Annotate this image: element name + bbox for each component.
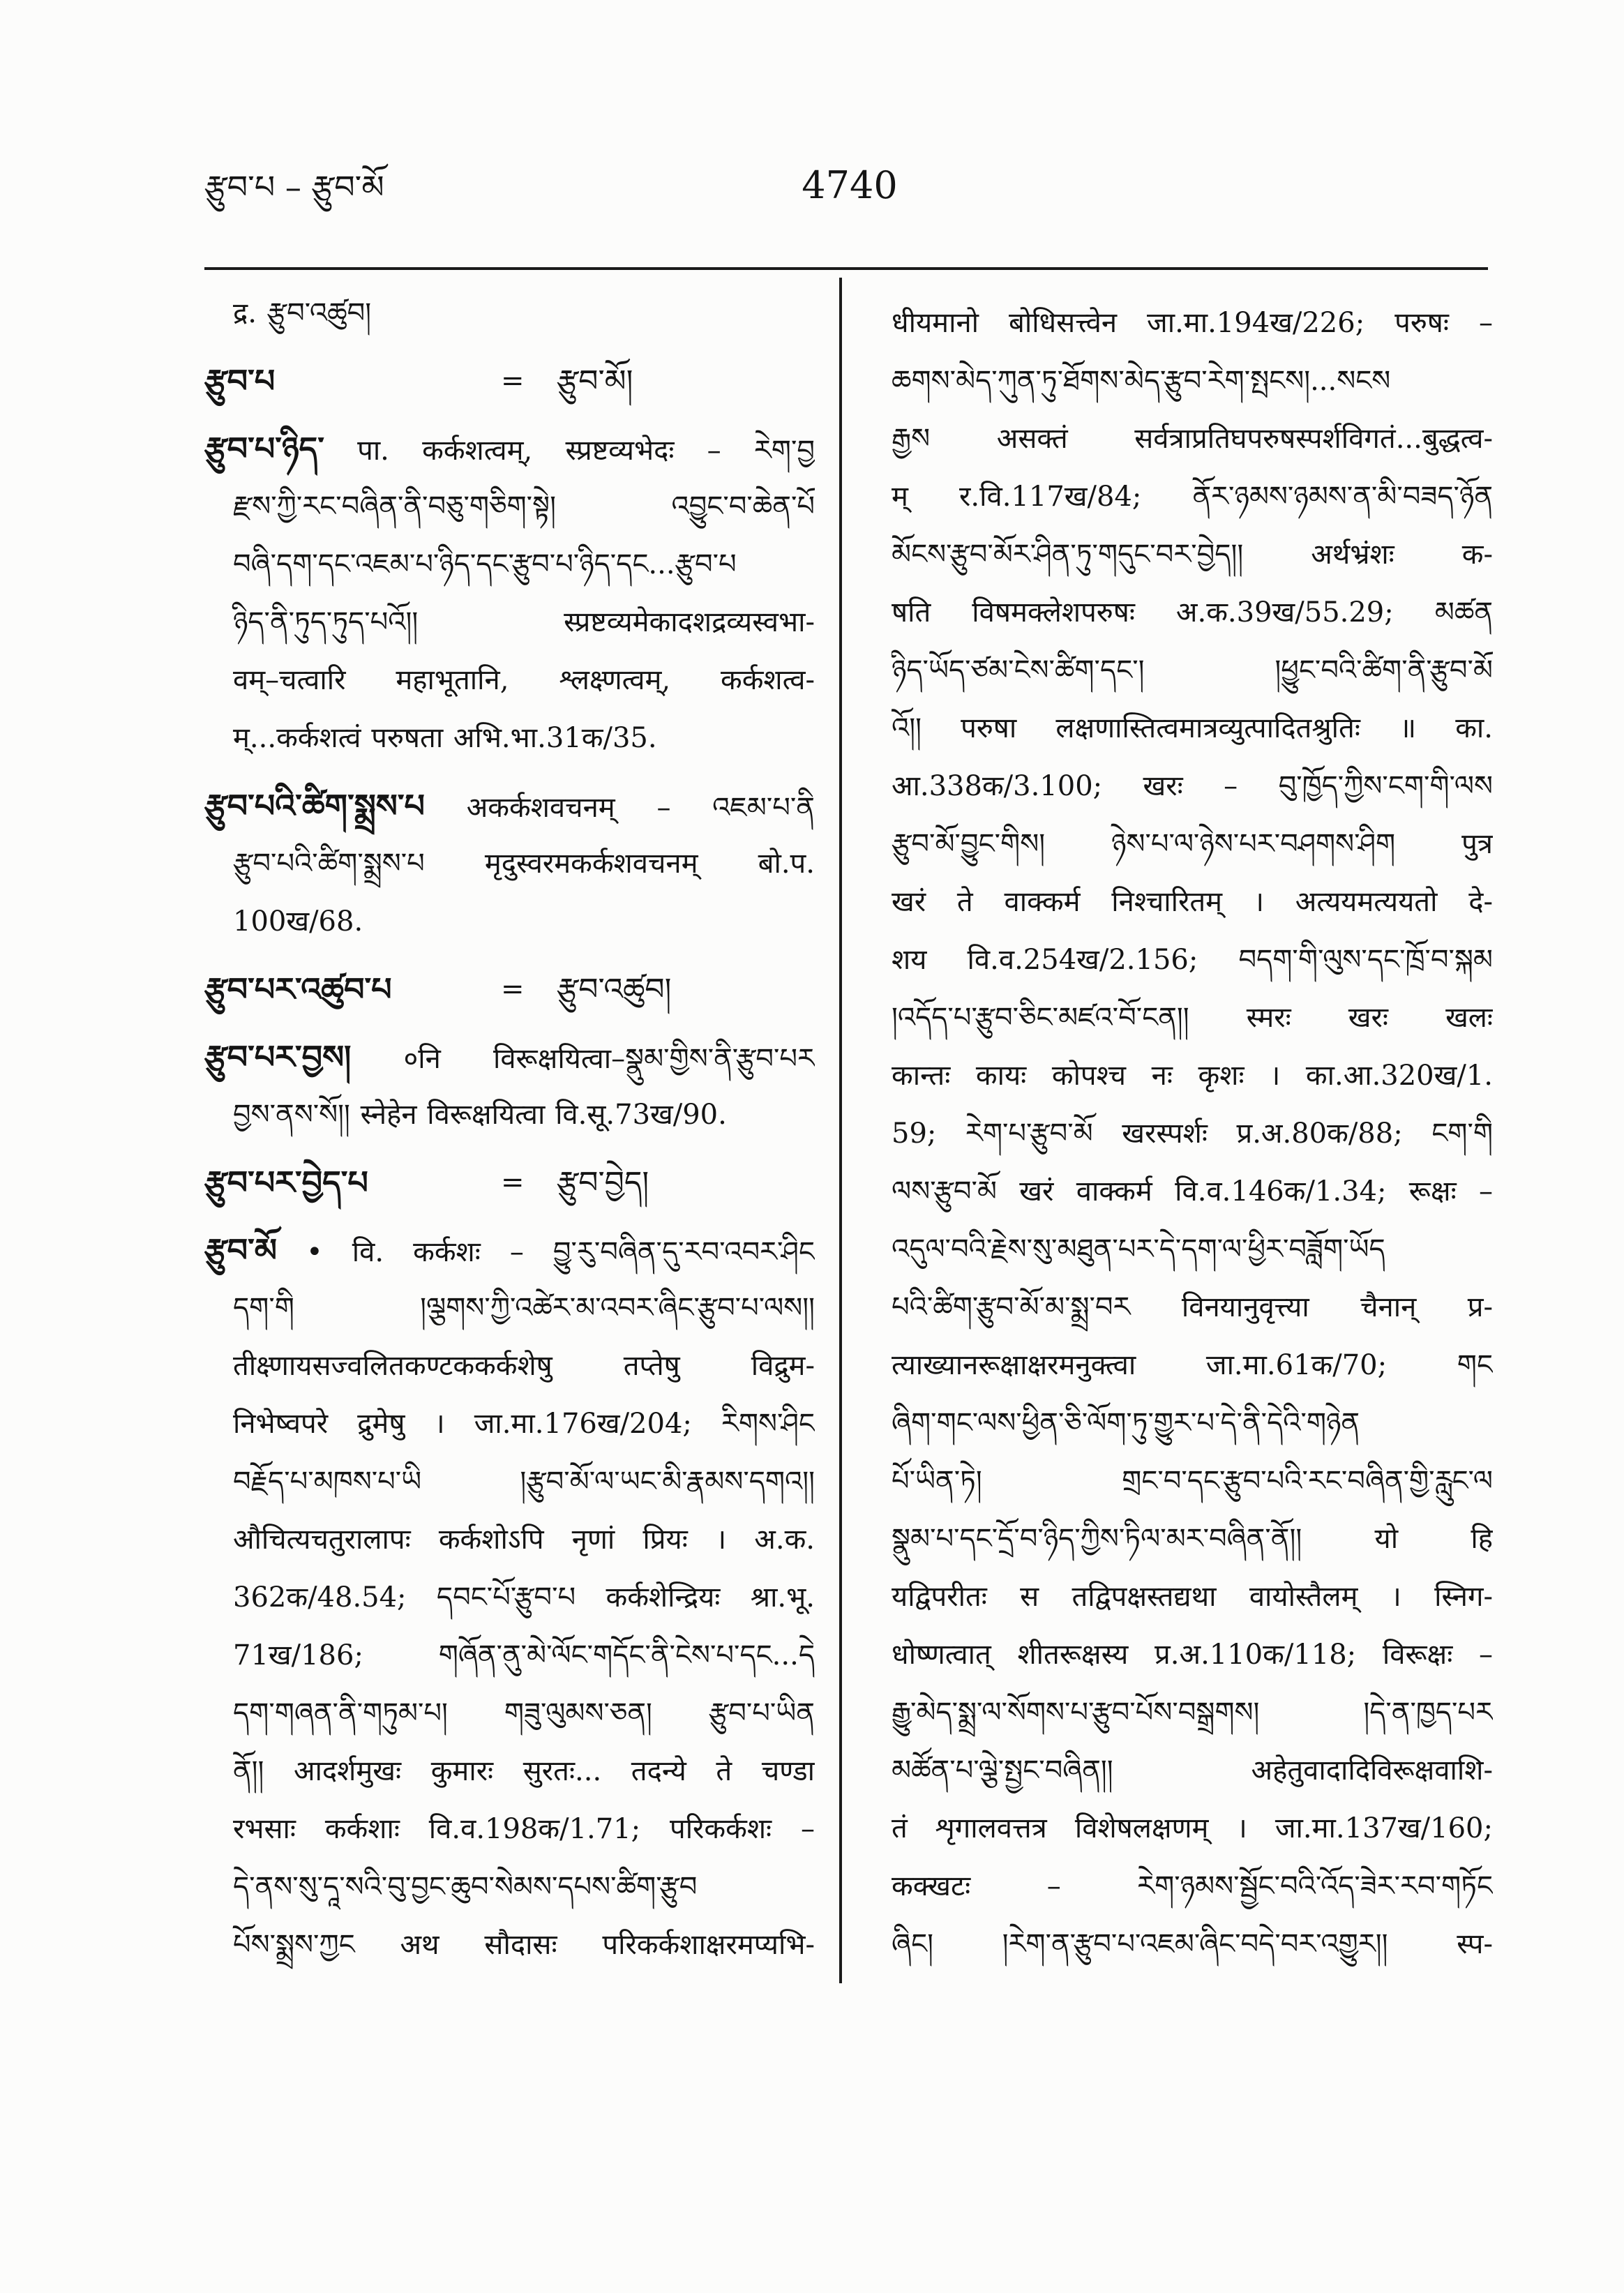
headword: རྩུབ་མོ <box>204 1231 278 1269</box>
cross-reference-target: རྩུབ་མོ། <box>557 363 633 399</box>
equals-sign: = <box>501 1166 525 1198</box>
entry-line: དེ་ནས་སུ་དཱ་སའི་བུ་བྱང་ཆུབ་སེམས་དཔས་ཚིག་རྩུབ <box>233 1871 698 1903</box>
entry-line: शय वि.व.254ख/2.156; བདག་གི་ལུས་དང་ཁྲོ་བ་སྐམ <box>892 944 1493 976</box>
left-column <box>204 285 815 1974</box>
entry-line: 71ख/186; གཞོན་ནུ་མེ་ལོང་གདོང་ནི་ངེས་པ་དང...དེ <box>233 1639 815 1671</box>
right-column <box>892 294 1493 1974</box>
headword: རྩུབ་པར་འཚུབ་པ <box>204 970 392 1008</box>
entry-headline <box>204 1028 815 1086</box>
headword: རྩུབ་པ་ཉིད་ <box>204 430 324 467</box>
entry-line: 59; རེག་པ་རྩུབ་མོ खरस्पर्शः प्र.अ.80क/88; ངག་གི <box>892 1118 1493 1150</box>
dictionary-entry <box>204 961 815 1018</box>
headword: རྩུབ་པ <box>204 362 276 400</box>
entry-headline <box>204 1221 815 1279</box>
cross-reference-line <box>204 961 815 1018</box>
entry-line: 362क/48.54; དབང་པོ་རྩུབ་པ कर्कशेन्द्रियः श्रा.भू. <box>233 1581 815 1614</box>
entry-line: རྒྱས असक्तं सर्वत्राप्रतिघपरुषस्पर्शविगतं...बुद्धत्व- <box>892 423 1493 455</box>
entry-line: आ.338क/3.100; खरः – བུ་ཁྱོད་ཀྱིས་ངག་གི་ལས <box>892 770 1493 802</box>
entry-headline <box>204 420 815 478</box>
entry-line: निभेष्वपरे द्रुमेषु । जा.मा.176ख/204; རིགས་ཤིང <box>233 1408 815 1440</box>
entry-line: तीक्ष्णायसज्वलितकण्टककर्कशेषु तप्तेषु विद्रुम- <box>233 1350 815 1382</box>
entry-line: रभसाः कर्कशाः वि.व.198क/1.71; परिकर्कशः – <box>233 1813 815 1845</box>
running-head: རྩུབ་པ – རྩུབ་མོ <box>204 168 384 206</box>
dictionary-entry <box>204 1028 815 1144</box>
definition-text: पा. कर्कशत्वम्, स्प्रष्टव्यभेदः – རེག་བྱ <box>357 435 815 467</box>
continued-entry <box>892 294 1493 1974</box>
entry-line: །འདོད་པ་རྩུབ་ཅིང་མཛའ་བོ་ངན།། स्मरः खरः खलः <box>892 1002 1493 1034</box>
entry-line: कक्खटः – རེག་ཉམས་སྦྱོང་བའི་འོད་ཟེར་རབ་གཏོང <box>892 1870 1493 1902</box>
entry-line: ཆགས་མེད་ཀུན་ཏུ་ཐོགས་མེད་རྩུབ་རེག་སྤངས།...སངས <box>892 365 1391 397</box>
entry-line: དག་གི །ལྕགས་ཀྱི་འཚེར་མ་འབར་ཞིང་རྩུབ་པ་ལས།། <box>233 1292 815 1324</box>
definition-text: ०नि विरूक्षयित्वा–སྣུམ་གྱིས་ནི་རྩུབ་པར <box>403 1043 815 1075</box>
entry-line: धीयमानो बोधिसत्त्वेन जा.मा.194ख/226; परुषः – <box>892 307 1493 339</box>
entry-line: རྩུབ་པའི་ཚིག་སྨྲས་པ मृदुस्वरमकर्कशवचनम् बो.प. <box>233 848 815 880</box>
entry-line: འོ།། परुषा लक्षणास्तित्वमात्रव्युत्पादितश्रुतिः ॥ का. <box>892 712 1493 744</box>
cross-reference-line <box>204 352 815 410</box>
entry-line: खरं ते वाक्कर्म निश्चारितम् । अत्ययमत्ययतो दे- <box>892 886 1493 918</box>
entry-line: ཉིད་ཡོད་ཙམ་ངེས་ཚིག་དང་། །ཕྱུང་བའི་ཚིག་ནི་རྩུབ་མོ <box>892 654 1493 686</box>
dictionary-entry <box>204 1221 815 1974</box>
entry-line: म्...कर्कशत्वं परुषता अभि.भा.31क/35. <box>233 722 657 754</box>
entry-line: कान्तः कायः कोपश्च नः कृशः । का.आ.320ख/1. <box>892 1060 1493 1092</box>
entry-line: द्र. རྩུབ་འཚུབ། <box>233 297 372 329</box>
equals-sign: = <box>501 973 525 1005</box>
entry-line: པོ་ཡིན་ཏེ། གྲང་བ་དང་རྩུབ་པའི་རང་བཞིན་གྱི་རླུང་ལ <box>892 1465 1493 1497</box>
entry-line: རྩུབ་མོ་བྱུང་གིས། ཉེས་པ་ལ་ཉེས་པར་བཤགས་ཤིག पुत्र <box>892 828 1493 860</box>
entry-line: ཉིད་ནི་ཏུད་ཏུད་པའོ།། स्प्रष्टव्यमेकादशद्रव्यस्वभा- <box>233 606 815 638</box>
entry-line: བྱས་ནས་སོ།། स्नेहेन विरूक्षयित्वा वि.सू.73ख/90. <box>233 1099 727 1131</box>
page-number: 4740 <box>802 163 898 207</box>
entry-line: 100ख/68. <box>233 905 363 938</box>
entry-line: ཞིག་གང་ལས་ཕྱིན་ཅི་ལོག་ཏུ་གྱུར་པ་དེ་ནི་དེའི་གཉེན <box>892 1407 1360 1439</box>
dictionary-entry <box>204 777 815 951</box>
entry-line: བཞི་དག་དང་འཇམ་པ་ཉིད་དང་རྩུབ་པ་ཉིད་དང...རྩུབ་པ <box>233 548 737 580</box>
headword: རྩུབ་པར་བྱེད་པ <box>204 1164 368 1201</box>
definition-text: अकर्कशवचनम् – འཇམ་པ་ནི <box>466 792 815 824</box>
entry-line: वम्–चत्वारि महाभूतानि, श्लक्ष्णत्वम्, कर्कशत्व- <box>233 664 815 696</box>
entry-line: षति विषमक्लेशपरुषः अ.क.39ख/55.29; མཚན <box>892 596 1493 629</box>
cross-reference-line <box>204 1154 815 1212</box>
entry-line: པའི་ཚིག་རྩུབ་མོ་མ་སྨྲ་བར विनयानुवृत्त्या चैनान् प्र- <box>892 1291 1493 1323</box>
entry-line: औचित्यचतुरालापः कर्कशोऽपि नृणां प्रियः । अ.क. <box>233 1524 815 1556</box>
header-rule <box>204 267 1488 270</box>
entry-line: तं शृगालवत्तत्र विशेषलक्षणम् । जा.मा.137ख/160; <box>892 1812 1493 1844</box>
entry-line: म् र.वि.117ख/84; ནོར་ཉམས་ཉམས་ན་མི་བཟད་ཉོན <box>892 481 1493 513</box>
entry-line: བརྗོད་པ་མཁས་པ་ཡི །རྩུབ་མོ་ལ་ཡང་མི་རྣམས་དགའ།། <box>233 1466 815 1498</box>
definition-text: • वि. कर्कशः – བྱུ་རུ་བཞིན་དུ་རབ་འབར་ཤིང <box>306 1236 815 1268</box>
cross-reference-target: རྩུབ་བྱེད། <box>557 1165 649 1201</box>
headword: རྩུབ་པར་བྱས། <box>204 1038 352 1076</box>
entry-line: འདུལ་བའི་རྗེས་སུ་མཐུན་པར་དེ་དག་ལ་ཕྱིར་བཟློག་ཡོད <box>892 1233 1385 1265</box>
entry-line: ཞིང། །རེག་ན་རྩུབ་པ་འཇམ་ཞིང་བདེ་བར་འགྱུར།། स्प- <box>892 1928 1493 1960</box>
entry-line: པོས་སྨྲས་ཀྱང अथ सौदासः परिकर्कशाक्षरमप्यभि- <box>233 1929 815 1961</box>
dictionary-entry <box>204 420 815 767</box>
entry-line: ནོ།། आदर्शमुखः कुमारः सुरतः... तदन्ये ते चण्डा <box>233 1755 815 1787</box>
continued-entry <box>204 285 815 343</box>
entry-line: धोष्णत्वात् शीतरूक्षस्य प्र.अ.110क/118; विरूक्षः – <box>892 1639 1493 1671</box>
equals-sign: = <box>501 365 525 397</box>
entry-line: དག་གཞན་ནི་གཏུམ་པ། གཟུ་ལུམས་ཅན། རྩུབ་པ་ཡིན <box>233 1697 815 1729</box>
entry-line: རྒྱུ་མེད་སྨྲ་ལ་སོགས་པ་རྩུབ་པོས་བསྒྲགས། །དེ་ན་ཁྱད་པར <box>892 1697 1493 1729</box>
headword: རྩུབ་པའི་ཚིག་སྨྲས་པ <box>204 787 425 825</box>
entry-line: ལས་རྩུབ་མོ खरं वाक्कर्म वि.व.146क/1.34; रूक्षः – <box>892 1175 1493 1208</box>
column-divider <box>839 278 842 1983</box>
dictionary-entry <box>204 352 815 410</box>
cross-reference-target: རྩུབ་འཚུབ། <box>557 972 672 1007</box>
entry-line: མཚོན་པ་ལྕེ་སྤྱང་བཞིན།། अहेतुवादादिविरूक्षवाशि- <box>892 1754 1493 1787</box>
entry-line: त्याख्यानरूक्षाक्षरमनुक्त्वा जा.मा.61क/70; གང <box>892 1349 1493 1381</box>
entry-line: མོངས་རྩུབ་མོར་ཤིན་ཏུ་གདུང་བར་བྱེད།། अर्थभ्रंशः क- <box>892 539 1493 571</box>
entry-line: यद्विपरीतः स तद्विपक्षस्तद्यथा वायोस्तैलम् । स्निग- <box>892 1581 1493 1613</box>
entry-headline <box>204 777 815 835</box>
dictionary-entry <box>204 1154 815 1212</box>
entry-line: སྣུམ་པ་དང་དྲོ་བ་ཉིད་ཀྱིས་ཏིལ་མར་བཞིན་ནོ།། यो हि <box>892 1523 1493 1555</box>
entry-line: རྫས་ཀྱི་རང་བཞིན་ནི་བཅུ་གཅིག་སྟེ། འབྱུང་བ་ཆེན་པོ <box>233 490 815 522</box>
